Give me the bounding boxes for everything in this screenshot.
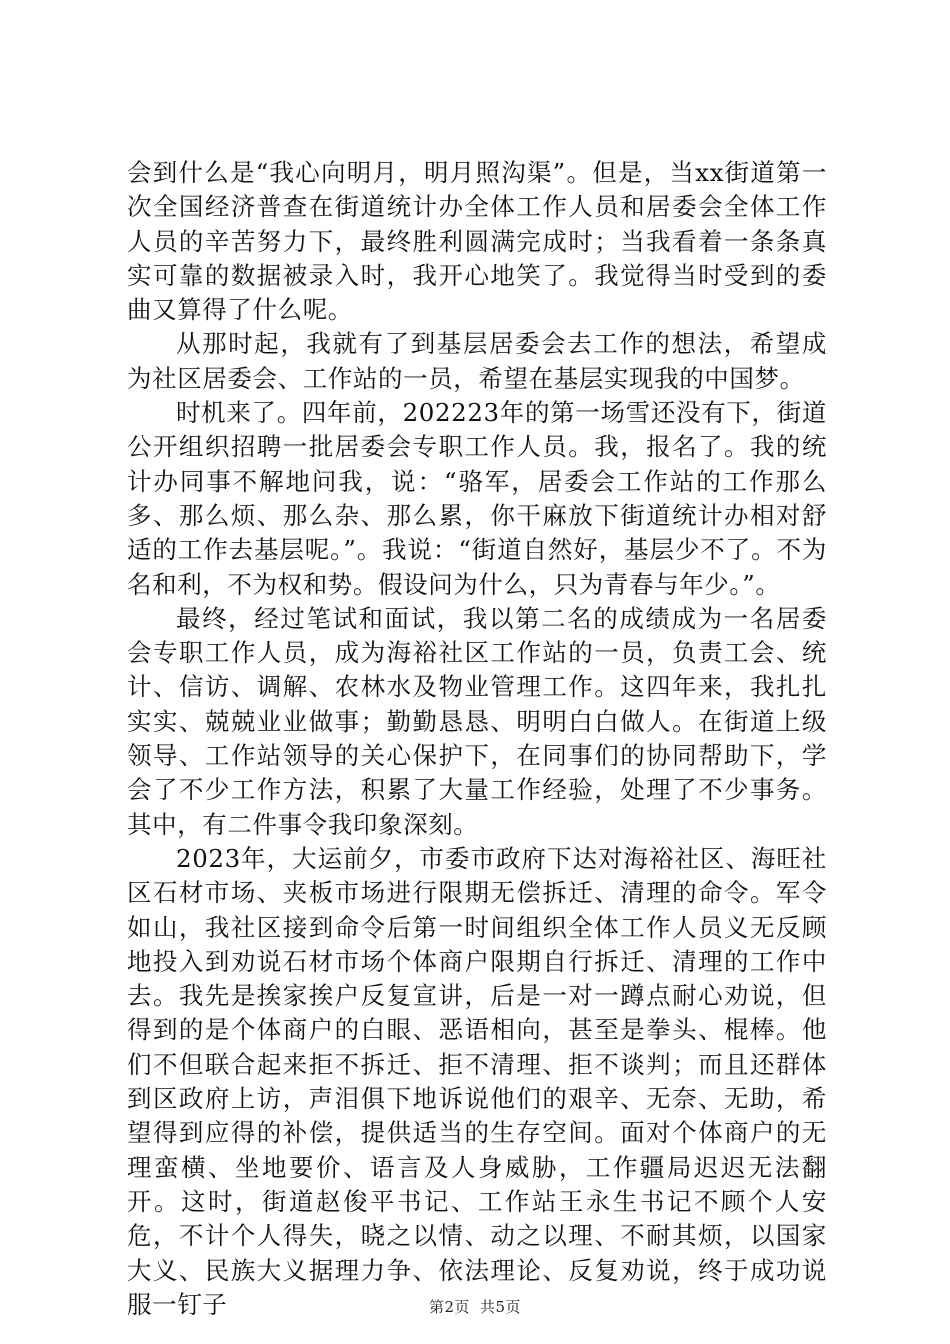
paragraph-2: 从那时起，我就有了到基层居委会去工作的想法，希望成为社区居委会、工作站的一员，希望在基层实现我的中国梦。 <box>127 329 827 393</box>
paragraph-3: 时机来了。四年前，202223年的第一场雪还没有下，街道公开组织招聘一批居委会专职工作人员。我，报名了。我的统计办同事不解地问我，说：“骆军，居委会工作站的工作那么多、那么烦、那么杂、那么累，你干麻放下街道统计办相对舒适的工作去基层呢。”。我说：“街道自然好，基层少不了。不为名和利，不为权和势。假设问为什么，只为青春与年少。”。 <box>127 398 827 599</box>
total-pages: 共5页 <box>480 1298 522 1316</box>
paragraph-4: 最终，经过笔试和面试，我以第二名的成绩成为一名居委会专职工作人员，成为海裕社区工作站的一员，负责工会、统计、信访、调解、农林水及物业管理工作。这四年来，我扎扎实实、兢兢业业做事；勤勤恳恳、明明白白做人。在街道上级领导、工作站领导的关心保护下，在同事们的协同帮助下，学会了不少工作方法，积累了大量工作经验，处理了不少事务。其中，有二件事令我印象深刻。 <box>127 603 827 839</box>
page-number: 第2页 <box>428 1298 470 1316</box>
document-body <box>127 156 827 1322</box>
paragraph-1: 会到什么是“我心向明月，明月照沟渠”。但是，当xx街道第一次全国经济普查在街道统计办全体工作人员和居委会全体工作人员的辛苦努力下，最终胜利圆满完成时；当我看着一条条真实可靠的数据被录入时，我开心地笑了。我觉得当时受到的委曲又算得了什么呢。 <box>127 158 827 325</box>
page-footer <box>0 1296 950 1317</box>
paragraph-5: 2023年，大运前夕，市委市政府下达对海裕社区、海旺社区石材市场、夹板市场进行限期无偿拆迁、清理的命令。军令如山，我社区接到命令后第一时间组织全体工作人员义无反顾地投入到劝说石材市场个体商户限期自行拆迁、清理的工作中去。我先是挨家挨户反复宣讲，后是一对一蹲点耐心劝说，但得到的是个体商户的白眼、恶语相向，甚至是拳头、棍棒。他们不但联合起来拒不拆迁、拒不清理、拒不谈判；而且还群体到区政府上访，声泪俱下地诉说他们的艰辛、无奈、无助，希望得到应得的补偿，提供适当的生存空间。面对个体商户的无理蛮横、坐地要价、语言及人身威胁，工作疆局迟迟无法翻开。这时，街道赵俊平书记、工作站王永生书记不顾个人安危，不计个人得失，晓之以情、动之以理、不耐其烦，以国家大义、民族大义据理力争、依法理论、反复劝说，终于成功说服一钉子 <box>127 843 827 1319</box>
